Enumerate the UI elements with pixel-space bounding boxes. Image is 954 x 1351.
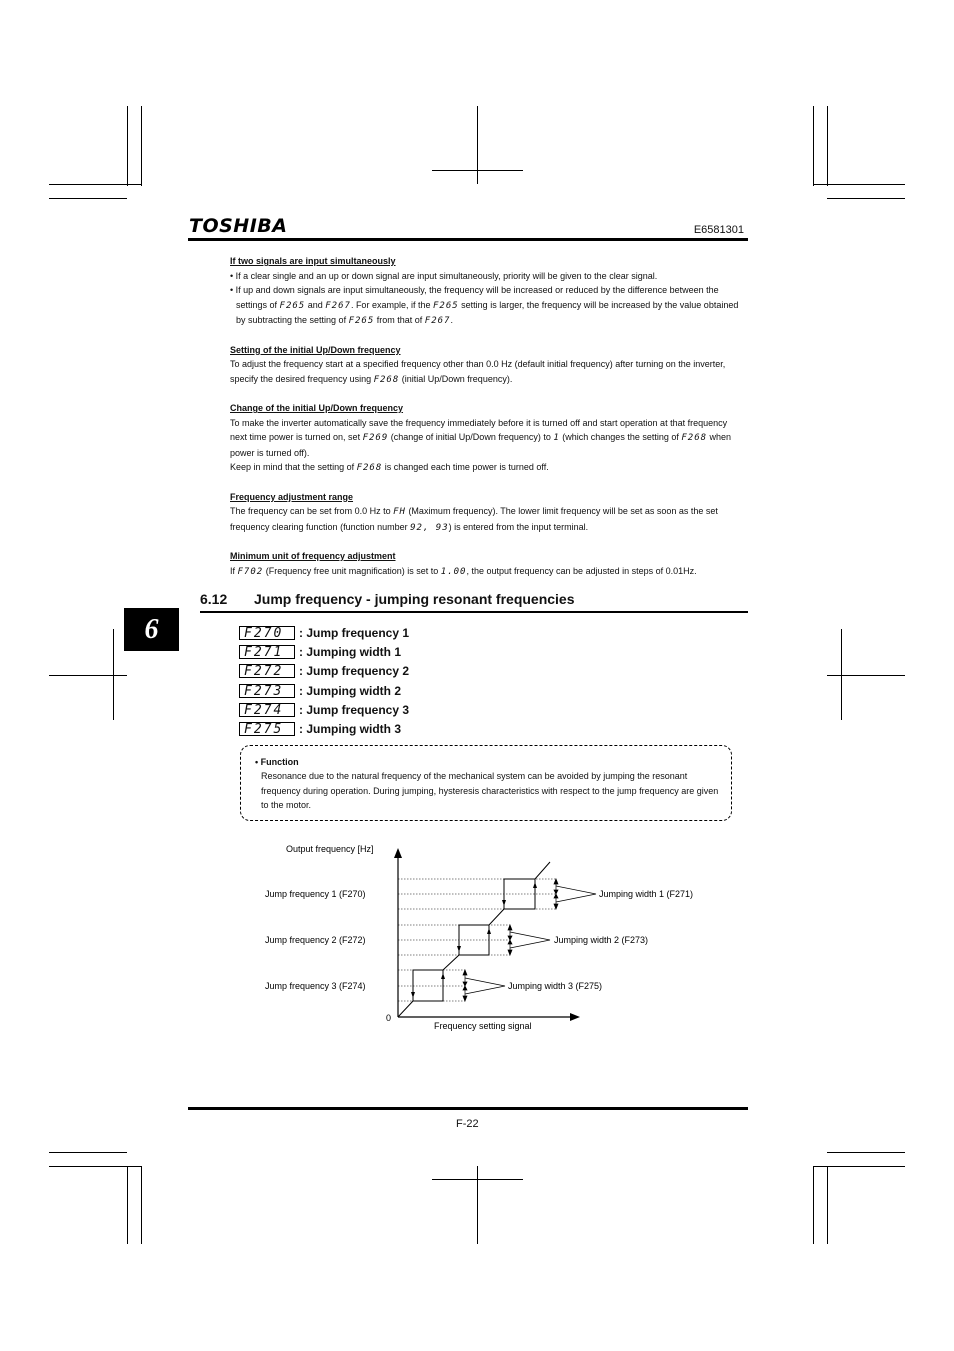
paragraph-range: The frequency can be set from 0.0 Hz to FH (Maximum frequency). The lower limit frequency will be set as soon as the set frequency clearing function (function number 92, 93) is entered from the input terminal.	[230, 506, 718, 533]
paragraph-min-unit: If F702 (Frequency free unit magnification) is set to 1.00, the output frequency can be adjusted in steps of 0.01Hz.	[230, 565, 697, 577]
jump-frequency-2-label: Jump frequency 2 (F272)	[265, 935, 366, 945]
param-code: F274	[239, 703, 295, 717]
param-code: F272	[239, 664, 295, 678]
toshiba-logo: TOSHIBA	[189, 215, 288, 237]
x-axis-label: Frequency setting signal	[434, 1021, 532, 1031]
heading-min-unit: Minimum unit of frequency adjustment	[230, 551, 396, 561]
param-code: F275	[239, 722, 295, 736]
param-label: : Jump frequency 3	[299, 702, 410, 717]
heading-two-signals: If two signals are input simultaneously	[230, 256, 396, 266]
bullet-clear: • If a clear single and an up or down signal are input simultaneously, priority will be given to the clear signal.	[230, 270, 658, 281]
param-code: F273	[239, 684, 295, 698]
heading-range: Frequency adjustment range	[230, 491, 354, 502]
chapter-tab: 6	[124, 608, 179, 651]
bullet-up-down: • If up and down signals are input simultaneously, the frequency will be increased or reduced by the difference between the settings of F265 and F267. For example, if the F265 setting is larger, the frequency will be increased by the value obtained by subtracting the setting of F265 from that of F267.	[230, 285, 739, 326]
param-label: : Jumping width 1	[299, 644, 401, 659]
function-body: Resonance due to the natural frequency of the mechanical system can be avoided by jumping the resonant frequency during operation. During jumping, hysteresis characteristics with respect to the jump frequency are given to the motor.	[261, 771, 719, 810]
paragraph-change: To make the inverter automatically save the frequency immediately before it is turned off and start operation at that frequency next time power is turned on, set F269 (change of initial Up/Down frequency) to 1 (which changes the setting of F268 when power is turned off).	[230, 417, 732, 458]
y-axis-arrow	[394, 848, 402, 858]
output-curve	[398, 862, 550, 1017]
param-code: F271	[239, 645, 295, 659]
origin-label: 0	[386, 1013, 392, 1023]
x-axis-arrow	[570, 1013, 580, 1021]
footer-rule	[188, 1107, 748, 1110]
page-number: F-22	[456, 1118, 479, 1130]
param-label: : Jump frequency 2	[299, 664, 410, 679]
y-axis-label: Output frequency [Hz]	[286, 844, 374, 854]
heading-initial: Setting of the initial Up/Down frequency	[230, 344, 401, 355]
paragraph-initial: To adjust the frequency start at a specified frequency other than 0.0 Hz (default initial frequency) after turning on the inverter, specify the desired frequency using F268 (initial Up/Down frequency).	[230, 359, 726, 385]
jumping-width-2-label: Jumping width 2 (F273)	[554, 935, 649, 945]
param-label: : Jumping width 3	[299, 722, 401, 737]
jump-frequency-3-label: Jump frequency 3 (F274)	[265, 981, 366, 991]
heading-change: Change of the initial Up/Down frequency	[230, 403, 404, 413]
jumping-width-1-label: Jumping width 1 (F271)	[599, 889, 694, 899]
jumping-width-3-label: Jumping width 3 (F275)	[508, 981, 603, 991]
param-label: : Jumping width 2	[299, 683, 401, 698]
param-label: : Jump frequency 1	[299, 625, 410, 640]
param-code: F270	[239, 626, 295, 640]
doc-number: E6581301	[693, 224, 744, 236]
section-title: 6.12 Jump frequency - jumping resonant frequencies	[200, 591, 575, 607]
function-title: • Function	[255, 757, 299, 767]
paragraph-change-note: Keep in mind that the setting of F268 is changed each time power is turned off.	[230, 462, 549, 473]
jump-frequency-1-label: Jump frequency 1 (F270)	[265, 889, 366, 899]
